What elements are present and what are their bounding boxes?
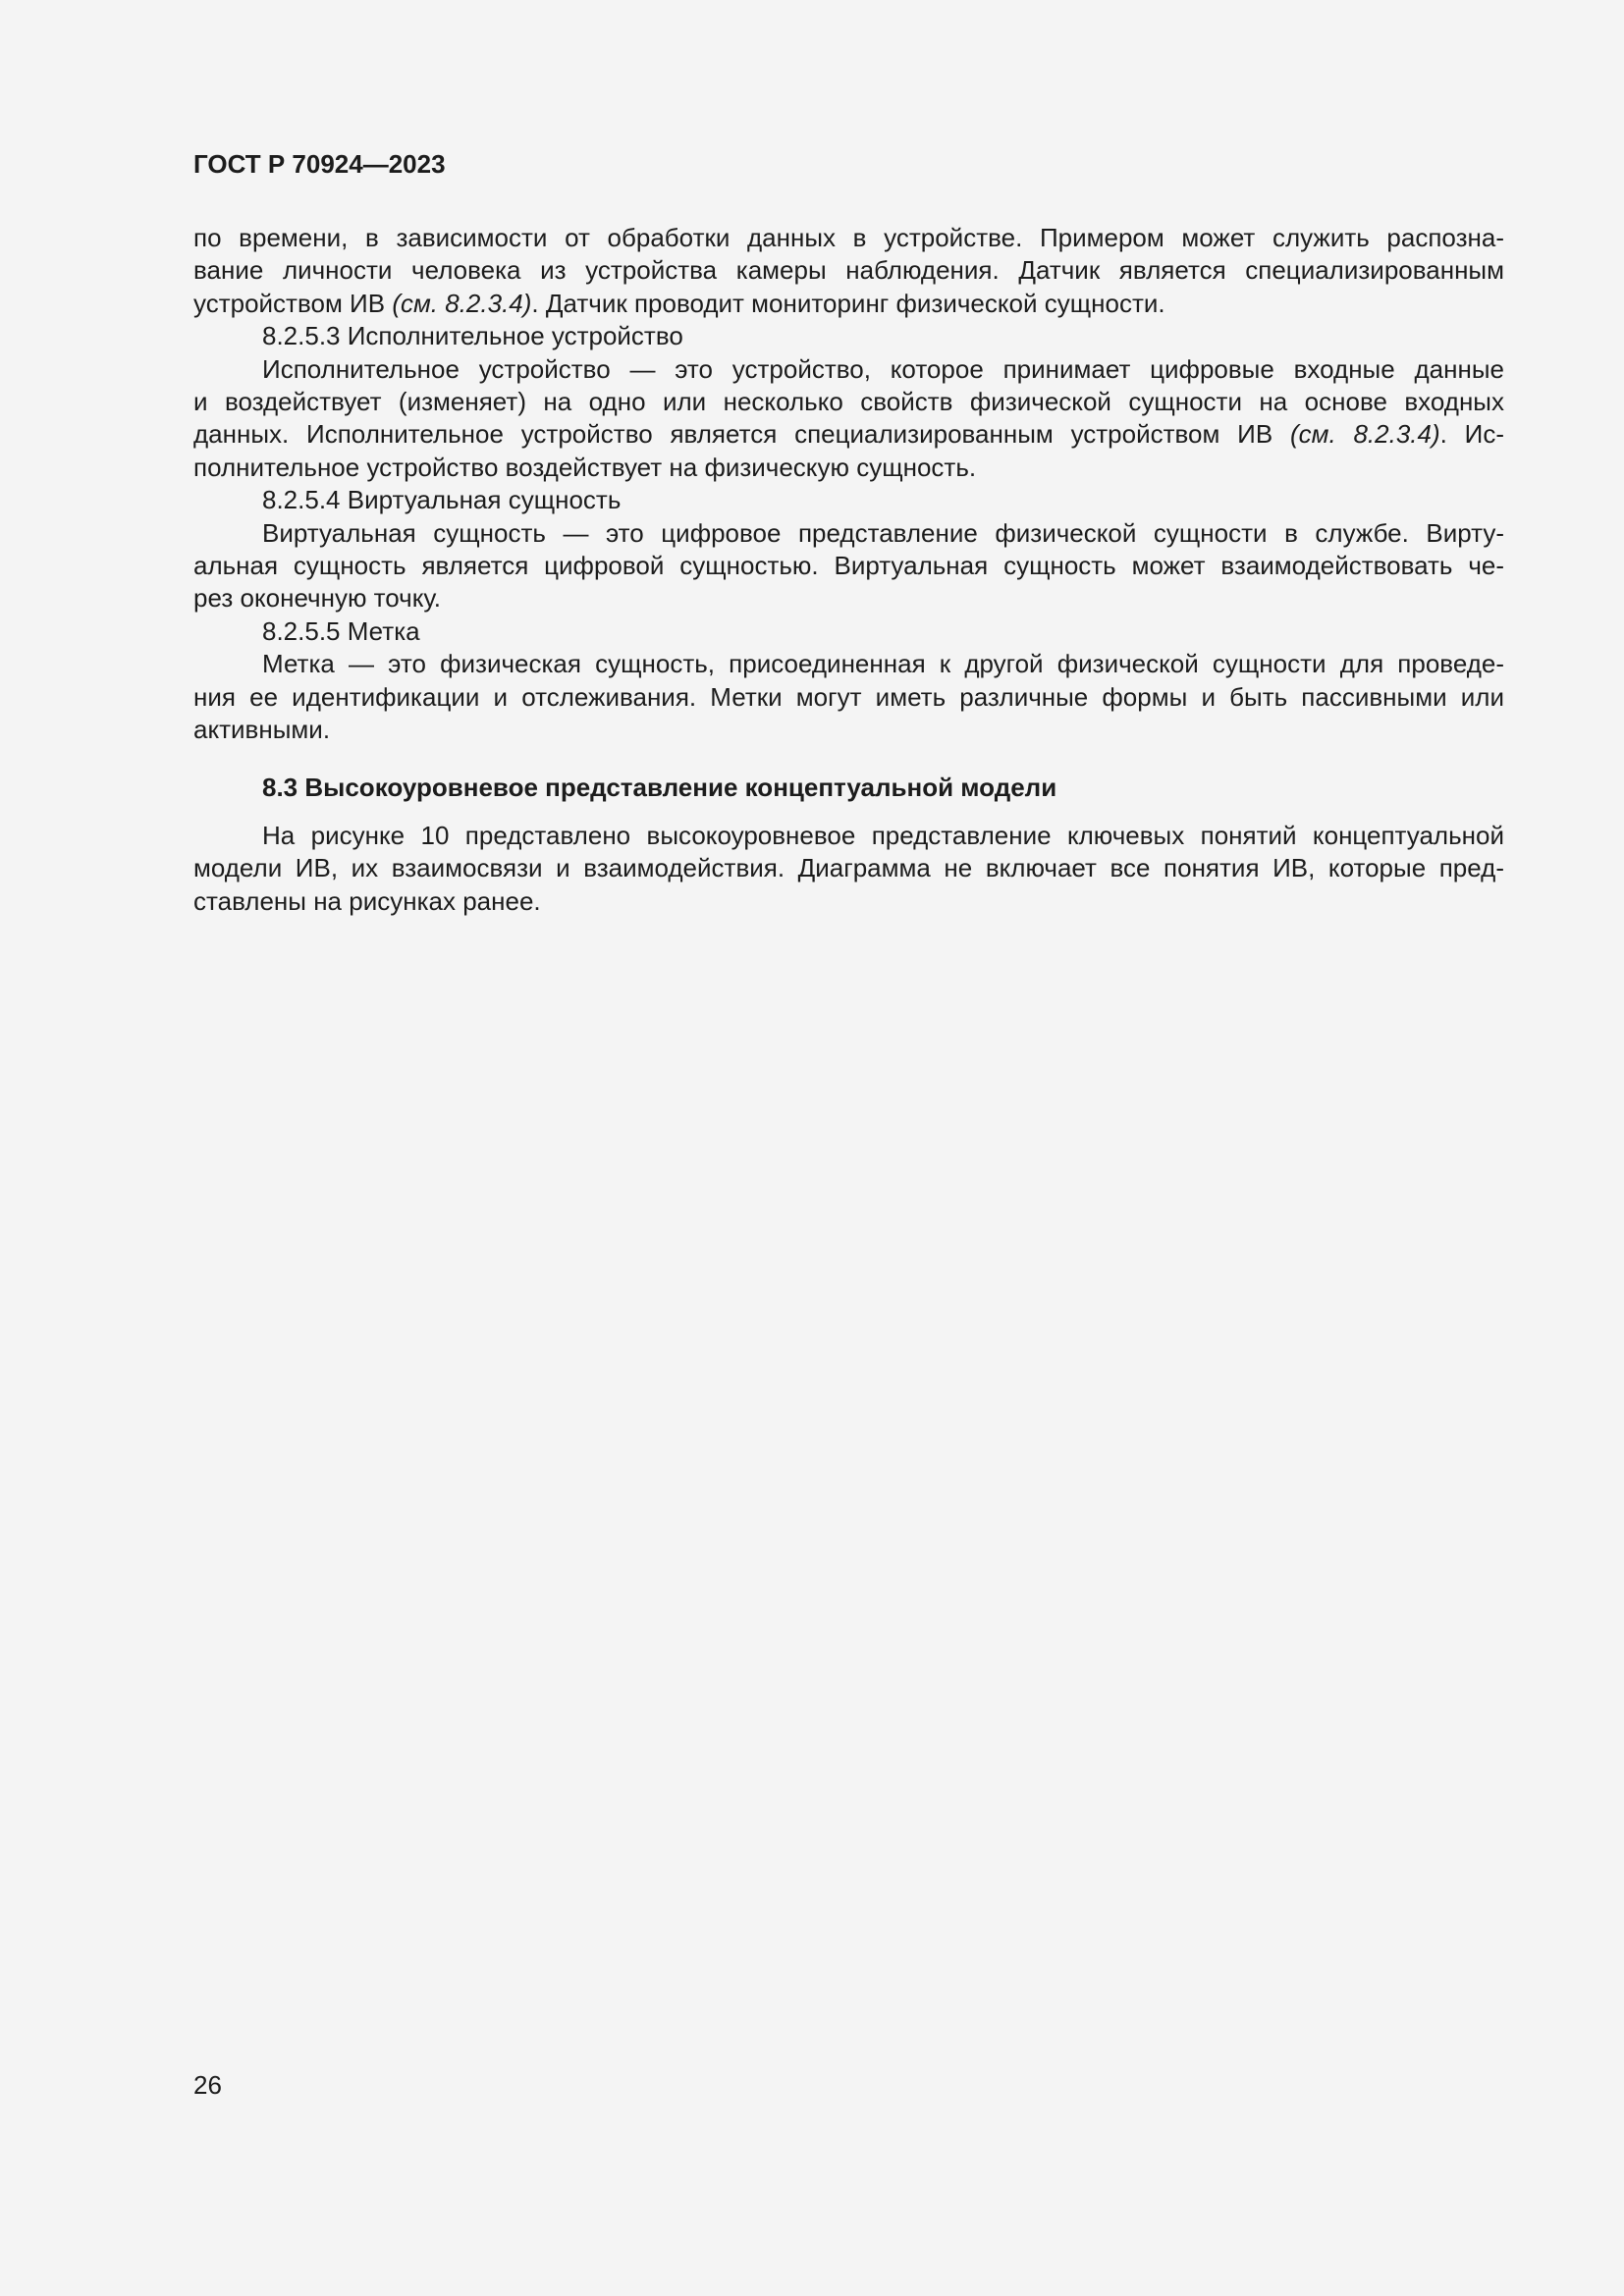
text-line: альная сущность является цифровой сущностью. Виртуальная сущность может взаимодействовать че-	[193, 551, 1504, 581]
text-line	[193, 288, 1504, 320]
document-body	[193, 222, 1504, 918]
text-line: На рисунке 10 представлено высокоуровневое представление ключевых понятий концептуальной	[262, 820, 1504, 850]
text-line: активными.	[193, 715, 331, 745]
text-line: ния ее идентификации и отслеживания. Метки могут иметь различные формы и быть пассивными или	[193, 681, 1504, 712]
subsection-title: 8.2.5.4 Виртуальная сущность	[262, 485, 622, 515]
document-header: ГОСТ Р 70924—2023	[193, 149, 446, 179]
text-line: вание личности человека из устройства камеры наблюдения. Датчик является специализированным	[193, 255, 1504, 286]
text-segment: данных. Исполнительное устройство является специализированным устройством ИВ	[193, 419, 1290, 450]
text-line	[193, 418, 1504, 451]
text-line: полнительное устройство воздействует на физическую сущность.	[193, 452, 977, 482]
subsection-title: 8.2.5.3 Исполнительное устройство	[262, 321, 683, 351]
subsection-title: 8.2.5.5 Метка	[262, 615, 420, 646]
text-segment: . Датчик проводит мониторинг физической сущности.	[531, 288, 1165, 318]
page-number: 26	[193, 2070, 222, 2100]
text-line: модели ИВ, их взаимосвязи и взаимодействия. Диаграмма не включает все понятия ИВ, которые пред-	[193, 853, 1504, 883]
cross-reference: (см. 8.2.3.4)	[392, 288, 532, 318]
text-line: и воздействует (изменяет) на одно или несколько свойств физической сущности на основе входных	[193, 387, 1504, 417]
text-segment: устройством ИВ	[193, 288, 393, 318]
text-line: рез оконечную точку.	[193, 583, 442, 614]
text-line: по времени, в зависимости от обработки данных в устройстве. Примером может служить распозна-	[193, 223, 1504, 252]
text-line: Исполнительное устройство — это устройство, которое принимает цифровые входные данные	[262, 353, 1504, 384]
text-line: ставлены на рисунках ранее.	[193, 885, 541, 916]
cross-reference: (см. 8.2.3.4)	[1289, 419, 1440, 450]
section-heading: 8.3 Высокоуровневое представление концептуальной модели	[262, 772, 1057, 802]
text-line: Метка — это физическая сущность, присоединенная к другой физической сущности для проведе-	[262, 649, 1504, 679]
text-segment: . Ис-	[1439, 419, 1504, 450]
text-line: Виртуальная сущность — это цифровое представление физической сущности в службе. Вирту-	[262, 517, 1504, 548]
